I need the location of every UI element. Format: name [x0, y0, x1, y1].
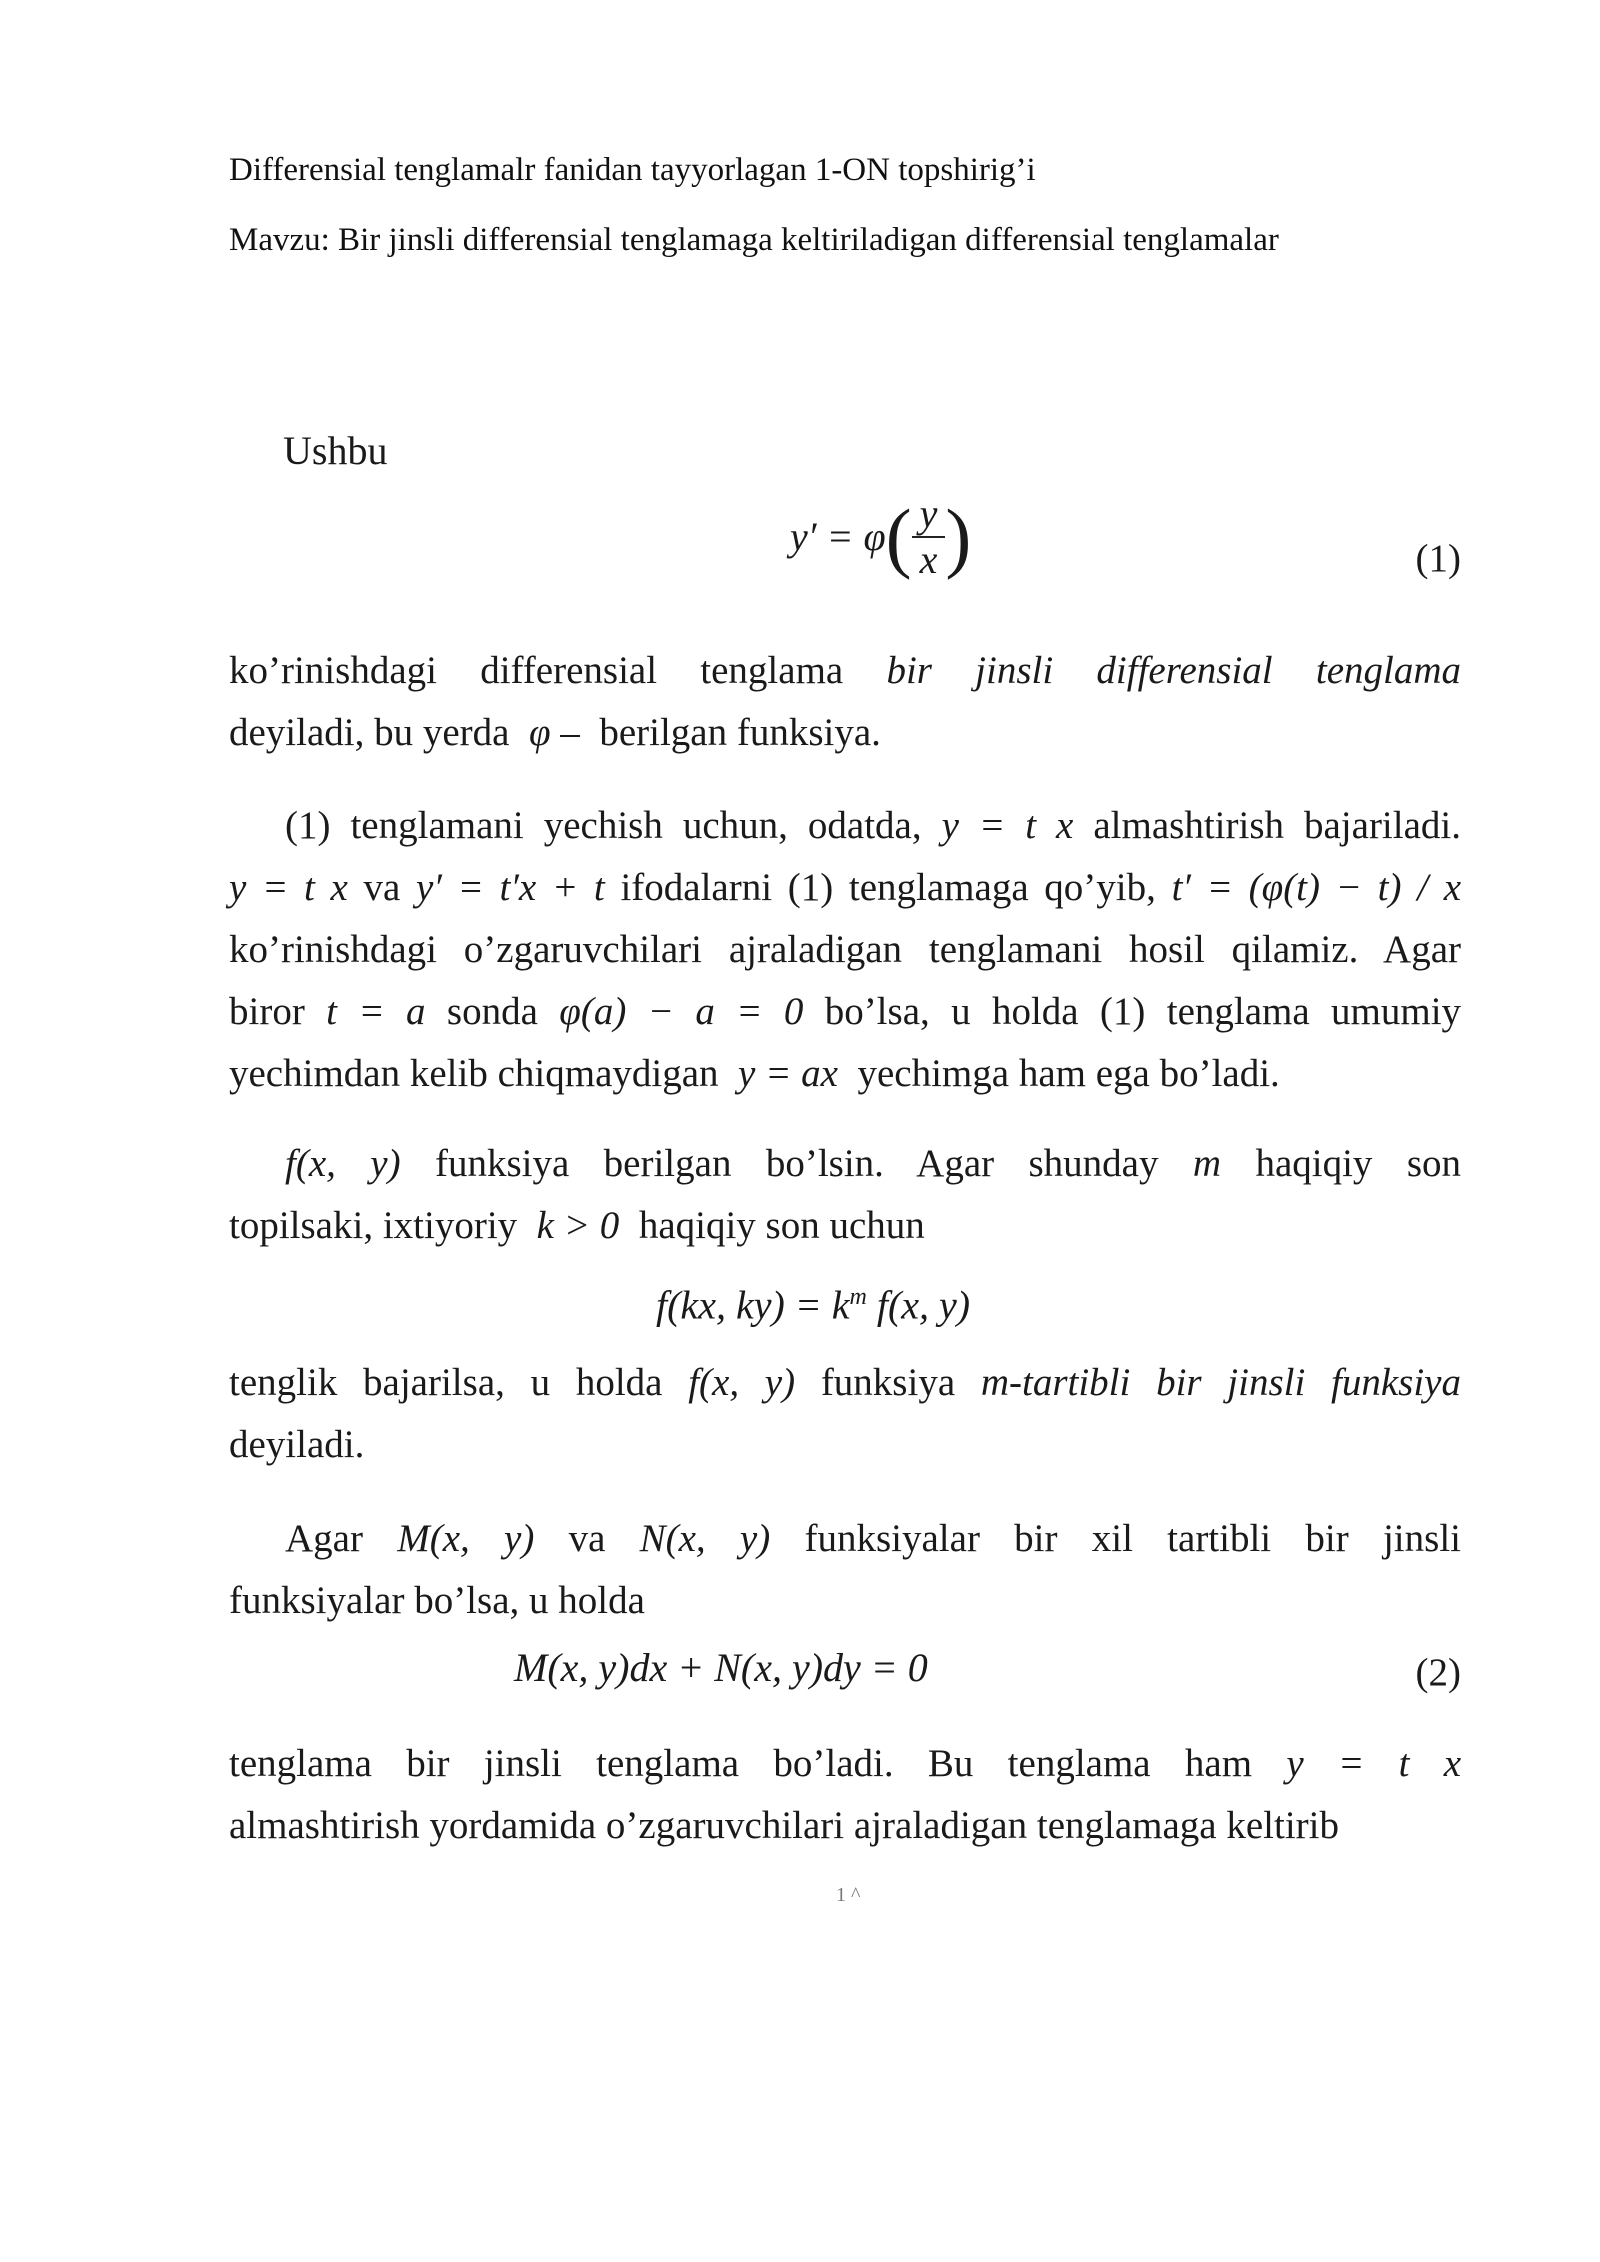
- math-m: m: [1192, 1142, 1222, 1185]
- right-paren: ): [945, 493, 972, 580]
- fraction: [912, 492, 946, 582]
- equation-1: [790, 492, 971, 582]
- intro-word: Ushbu: [283, 428, 388, 473]
- exponent-m: m: [849, 1284, 867, 1310]
- paragraph-homogeneous-function-l1: [229, 1133, 1461, 1195]
- text: (1) tenglamani yechish uchun, odatda,: [285, 804, 922, 847]
- term-m-order-homogeneous-function: m-tartibli bir jinsli funksiya: [980, 1361, 1461, 1404]
- paragraph-substitution-l3: [229, 919, 1461, 981]
- paragraph-definition: [229, 640, 1461, 702]
- text: topilsaki, ixtiyoriy: [229, 1204, 518, 1247]
- equation-1-lhs: y′ = φ: [790, 514, 886, 559]
- left-paren: (: [885, 493, 912, 580]
- text: berilgan funksiya.: [599, 711, 881, 754]
- text: yechimdan kelib chiqmaydigan: [229, 1052, 719, 1095]
- text: biror: [229, 990, 305, 1033]
- equation-homogeneity: [656, 1266, 970, 1336]
- paragraph-substitution-l5: [229, 1043, 1461, 1105]
- math-derivative: y′ = t′x + t: [416, 866, 605, 909]
- math-substitution: y = t x: [229, 866, 348, 909]
- text: funksiya: [820, 1361, 956, 1404]
- text: tenglama bir jinsli tenglama bo’ladi. Bu tenglama ham: [229, 1742, 1253, 1785]
- math-special-solution: y = ax: [738, 1052, 838, 1095]
- equation-homogeneity-lhs: f(kx, ky) = k: [656, 1282, 850, 1328]
- text: funksiyalar bo’lsa, u holda: [229, 1579, 645, 1622]
- paragraph-definition-order-l2: [229, 1414, 1461, 1476]
- fraction-denominator: x: [919, 537, 938, 582]
- text: va: [568, 1517, 606, 1560]
- page-number: 1 ^: [836, 1884, 861, 1906]
- equation-2-number: (2): [1415, 1651, 1461, 1694]
- text: ifodalarni (1) tenglamaga qo’yib,: [620, 866, 1156, 909]
- paragraph-mn-l2: [229, 1570, 1461, 1632]
- fraction-numerator: y: [912, 492, 946, 538]
- term-homogeneous-equation: bir jinsli differensial tenglama: [886, 649, 1461, 692]
- math-f-xy: f(x, y): [285, 1142, 401, 1185]
- math-separable-form: t′ = (φ(t) − t) / x: [1171, 866, 1462, 909]
- document-title: Differensial tenglamalr fanidan tayyorlagan 1-ON topshirig’i: [229, 152, 1036, 188]
- math-substitution: y = t x: [941, 804, 1074, 847]
- paragraph-definition-order-l1: [229, 1352, 1461, 1414]
- text: bo’lsa, u holda (1) tenglama umumiy: [824, 990, 1462, 1033]
- text: va: [363, 866, 401, 909]
- math-f-xy: f(x, y): [688, 1361, 796, 1404]
- text: Agar: [285, 1517, 363, 1560]
- text: yechimga ham ega bo’ladi.: [857, 1052, 1280, 1095]
- math-substitution: y = t x: [1286, 1742, 1462, 1785]
- document-topic: Mavzu: Bir jinsli differensial tenglamaga keltiriladigan differensial tenglamalar: [229, 222, 1279, 258]
- equation-homogeneity-rhs: f(x, y): [876, 1282, 971, 1328]
- text: tenglik bajarilsa, u holda: [229, 1361, 663, 1404]
- paragraph-definition-line2: [229, 702, 1461, 764]
- math-t-equals-a: t = a: [326, 990, 426, 1033]
- text: deyiladi, bu yerda: [229, 711, 510, 754]
- math-k-positive: k > 0: [536, 1204, 620, 1247]
- text: funksiya berilgan bo’lsin. Agar shunday: [434, 1142, 1159, 1185]
- paragraph-substitution-l2: [229, 857, 1461, 919]
- math-root-condition: φ(a) − a = 0: [559, 990, 804, 1033]
- math-phi: φ –: [528, 711, 580, 754]
- text: ko’rinishdagi differensial tenglama: [229, 649, 844, 692]
- equation-2: M(x, y)dx + N(x, y)dy = 0: [514, 1645, 928, 1690]
- paragraph-substitution-l1: [229, 795, 1461, 857]
- text: haqiqiy son uchun: [638, 1204, 925, 1247]
- text: almashtirish bajariladi.: [1093, 804, 1461, 847]
- math-M-xy: M(x, y): [397, 1517, 535, 1560]
- text: sonda: [446, 990, 538, 1033]
- paragraph-substitution-l4: [229, 981, 1461, 1043]
- paragraph-conclusion-l2: [229, 1795, 1461, 1857]
- paragraph-conclusion-l1: [229, 1733, 1461, 1795]
- text: almashtirish yordamida o’zgaruvchilari ajraladigan tenglamaga keltirib: [229, 1804, 1339, 1847]
- paragraph-homogeneous-function-l2: [229, 1195, 1461, 1257]
- equation-1-number: (1): [1415, 537, 1461, 580]
- text: ko’rinishdagi o’zgaruvchilari ajraladigan tenglamani hosil qilamiz. Agar: [229, 928, 1461, 971]
- text: funksiyalar bir xil tartibli bir jinsli: [804, 1517, 1461, 1560]
- math-N-xy: N(x, y): [639, 1517, 771, 1560]
- text: deyiladi.: [229, 1423, 365, 1466]
- text: haqiqiy son: [1255, 1142, 1461, 1185]
- paragraph-mn-l1: [229, 1508, 1461, 1570]
